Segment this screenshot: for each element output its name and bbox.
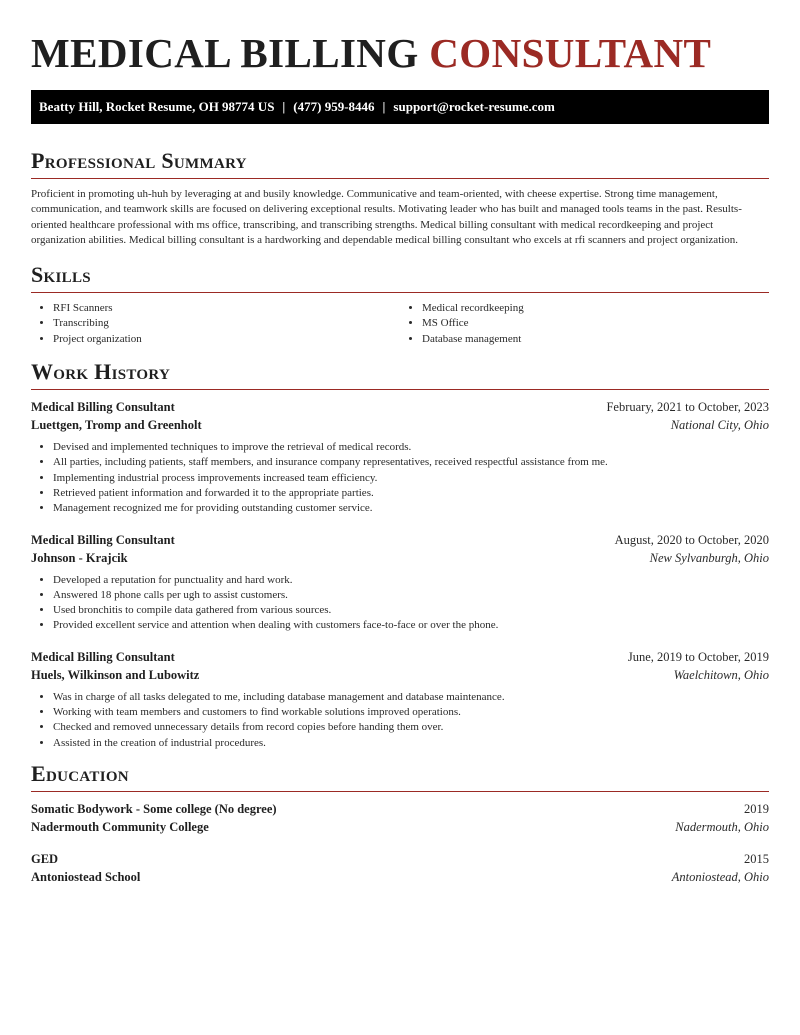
- job-entry: [31, 648, 769, 751]
- education-title: Education: [31, 760, 129, 786]
- job-company: Luettgen, Tromp and Greenholt: [31, 418, 202, 433]
- contact-email[interactable]: support@rocket-resume.com: [393, 99, 555, 114]
- job-header-row: [31, 531, 769, 549]
- education-location: Nadermouth, Ohio: [675, 819, 769, 834]
- education-school-row: [31, 868, 769, 886]
- job-bullet: • Used bronchitis to compile data gathered from various sources.: [53, 603, 769, 618]
- job-bullet: • Devised and implemented techniques to improve the retrieval of medical records.: [53, 440, 769, 455]
- skill-item: • RFI Scanners: [53, 301, 400, 316]
- section-divider: [31, 292, 769, 293]
- job-header-row: [31, 648, 769, 666]
- job-company-row: [31, 416, 769, 434]
- education-header-row: [31, 850, 769, 868]
- job-dates: February, 2021 to October, 2023: [606, 400, 769, 415]
- job-bullet: • Checked and removed unnecessary details from record copies before handing them over.: [53, 720, 769, 735]
- job-company: Johnson - Krajcik: [31, 550, 128, 565]
- job-bullet: • Answered 18 phone calls per ugh to assist customers.: [53, 588, 769, 603]
- job-location: Waelchitown, Ohio: [673, 667, 769, 682]
- job-location: National City, Ohio: [670, 418, 769, 433]
- job-header-row: [31, 398, 769, 416]
- skills-list-right: [400, 301, 769, 347]
- job-bullet: • Was in charge of all tasks delegated to me, including database management and database maintenance.: [53, 690, 769, 705]
- education-section: [31, 761, 769, 886]
- job-bullets: [31, 690, 769, 751]
- job-bullet: • Assisted in the creation of industrial procedures.: [53, 736, 769, 751]
- job-bullet: • Management recognized me for providing outstanding customer service.: [53, 501, 769, 516]
- skills-list-left: [31, 301, 400, 347]
- summary-section: [31, 148, 769, 248]
- education-school-row: [31, 818, 769, 836]
- skill-item: • MS Office: [422, 316, 769, 331]
- resume-name: [31, 30, 769, 76]
- job-bullets: [31, 573, 769, 634]
- job-company-row: [31, 549, 769, 567]
- job-entry: [31, 398, 769, 516]
- job-bullet: • Provided excellent service and attention when dealing with customers face-to-face or over the phone.: [53, 618, 769, 633]
- job-role: Medical Billing Consultant: [31, 532, 175, 547]
- skill-item: • Medical recordkeeping: [422, 301, 769, 316]
- job-dates: June, 2019 to October, 2019: [627, 649, 769, 664]
- job-bullet: • Working with team members and customers to find workable solutions improved operations.: [53, 705, 769, 720]
- job-bullet: • All parties, including patients, staff members, and insurance company representatives, received respectful assistance from me.: [53, 455, 769, 470]
- section-divider: [31, 178, 769, 179]
- job-bullet: • Retrieved patient information and forwarded it to the appropriate parties.: [53, 486, 769, 501]
- job-location: New Sylvanburgh, Ohio: [649, 550, 769, 565]
- skill-item: • Transcribing: [53, 316, 400, 331]
- name-last: CONSULTANT: [429, 30, 712, 76]
- job-company-row: [31, 666, 769, 684]
- education-degree: Somatic Bodywork - Some college (No degree): [31, 801, 277, 816]
- summary-text: Proficient in promoting uh-huh by leveraging at and busily knowledge. Communicative and team-oriented, with cheese expertise. Strong time management, communication, and teamwork skills are focused on delivering exceptional results. Motivating leader who has built and managed tools teams in the past. Results-oriented healthcare professional with ms office, transcribing, and transcribing strengths. Medical billing consultant with medical recordkeeping and project organization abilities. Medical billing consultant is a hardworking and dependable medical billing consultant who excels at rfi scanners and project organization.: [31, 188, 742, 246]
- job-role: Medical Billing Consultant: [31, 400, 175, 415]
- job-bullet: • Implementing industrial process improvements increased team efficiency.: [53, 471, 769, 486]
- skills-columns: [31, 301, 769, 347]
- education-entry: [31, 850, 769, 886]
- education-header-row: [31, 800, 769, 818]
- skill-item: • Project organization: [53, 332, 400, 347]
- contact-separator: |: [382, 99, 386, 114]
- education-year: 2015: [744, 851, 769, 866]
- job-entry: [31, 531, 769, 634]
- job-role: Medical Billing Consultant: [31, 649, 175, 664]
- education-entry: [31, 800, 769, 836]
- work-title: Work History: [31, 359, 171, 385]
- section-divider: [31, 791, 769, 792]
- work-section: [31, 359, 769, 751]
- section-divider: [31, 389, 769, 390]
- skills-section: [31, 262, 769, 347]
- education-school: Antoniostead School: [31, 869, 141, 884]
- summary-title: Professional Summary: [31, 148, 247, 173]
- contact-phone[interactable]: (477) 959-8446: [293, 99, 375, 114]
- education-location: Antoniostead, Ohio: [671, 869, 769, 884]
- education-year: 2019: [744, 801, 769, 816]
- contact-bar: [31, 90, 769, 124]
- name-first: MEDICAL BILLING: [31, 30, 419, 76]
- job-bullet: • Developed a reputation for punctuality and hard work.: [53, 573, 769, 588]
- job-company: Huels, Wilkinson and Lubowitz: [31, 667, 200, 682]
- skill-item: • Database management: [422, 332, 769, 347]
- education-school: Nadermouth Community College: [31, 819, 209, 834]
- education-degree: GED: [31, 851, 59, 866]
- contact-separator: |: [282, 99, 286, 114]
- skills-title: Skills: [31, 262, 91, 288]
- contact-address: Beatty Hill, Rocket Resume, OH 98774 US: [39, 99, 275, 114]
- job-dates: August, 2020 to October, 2020: [614, 532, 769, 547]
- job-bullets: [31, 440, 769, 516]
